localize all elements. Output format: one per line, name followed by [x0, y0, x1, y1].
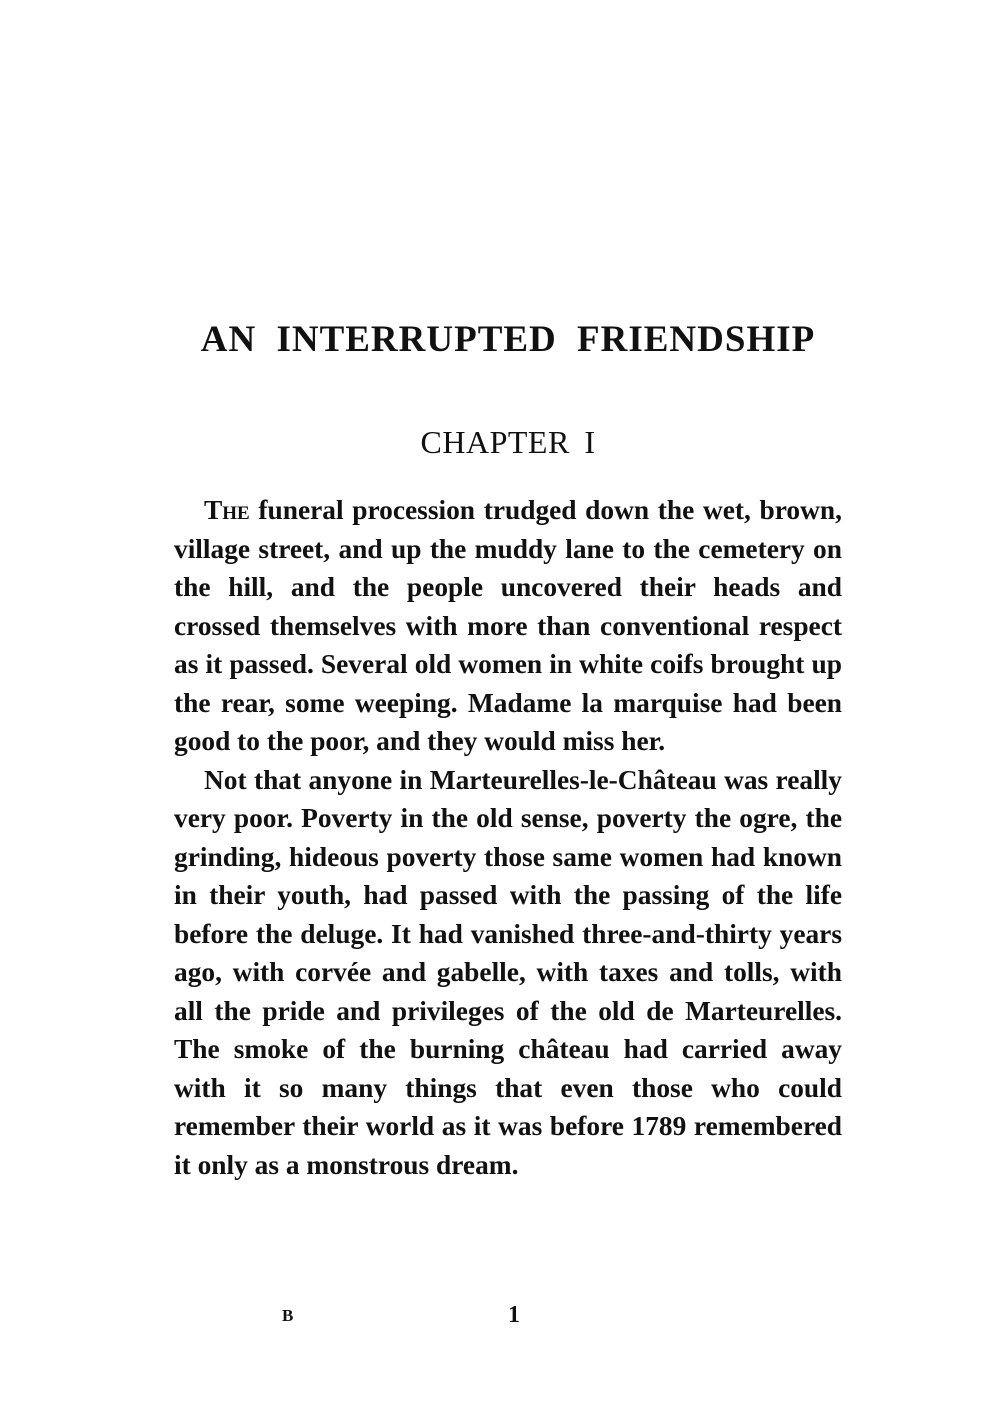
chapter-heading: CHAPTER I — [420, 424, 596, 460]
page-number: 1 — [508, 1302, 520, 1328]
signature-mark: B — [282, 1306, 294, 1325]
body-text — [174, 491, 842, 1184]
paragraph-2 — [174, 761, 842, 1185]
paragraph-1 — [174, 491, 842, 761]
page-footer — [0, 1302, 1000, 1336]
paragraph-lead-word: The — [204, 495, 250, 525]
paragraph-2-text: Not that anyone in Marteurelles-le-Château was really very poor. Poverty in the old sense, poverty the ogre, the grinding, hideous poverty those same women had known in their youth, had passed with the passing of the life before the deluge. It had vanished three-and-thirty years ago, with corvée and gabelle, with taxes and tolls, with all the pride and privileges of the old de Marteurelles. The smoke of the burning château had carried away with it so many things that even those who could remember their world as it was before 1789 remembered it only as a monstrous dream. — [174, 764, 842, 1180]
paragraph-1-text: funeral procession trudged down the wet, brown, village street, and up the muddy lane to the cemetery on the hill, and the people uncovered their heads and crossed themselves with more than conventional respect as it passed. Several old women in white coifs brought up the rear, some weeping. Madame la marquise had been good to the poor, and they would miss her. — [174, 495, 842, 756]
book-title: AN INTERRUPTED FRIENDSHIP — [200, 319, 816, 360]
